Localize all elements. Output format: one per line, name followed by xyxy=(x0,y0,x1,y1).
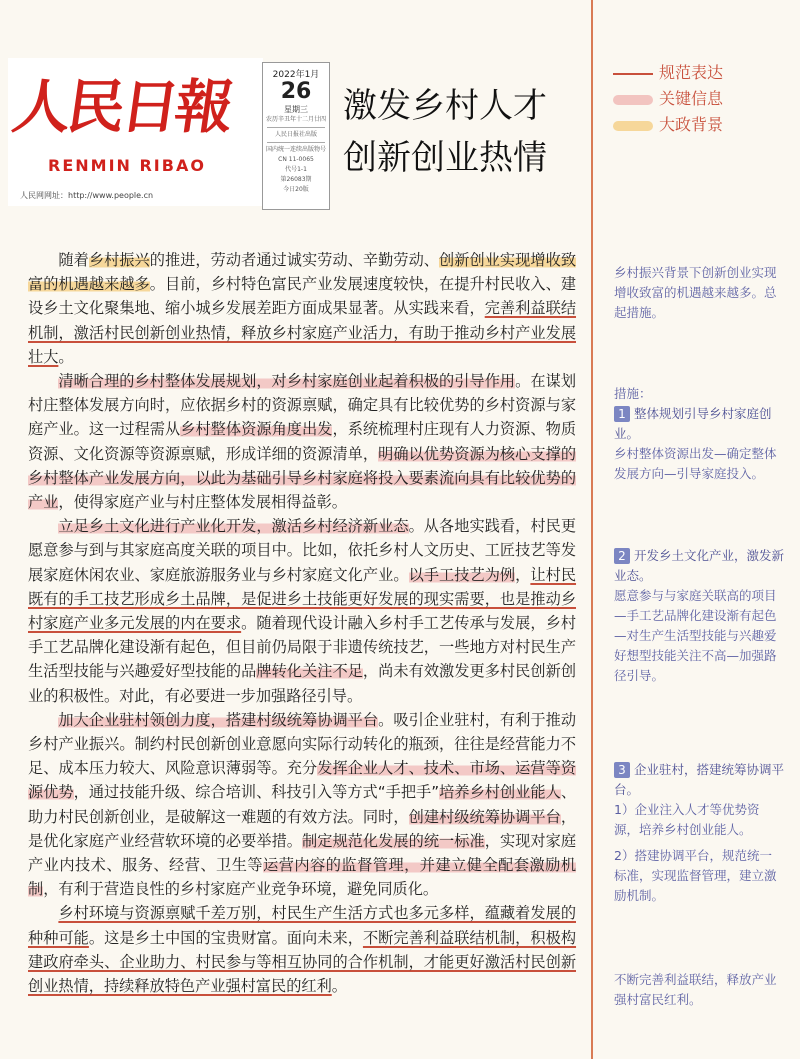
date-lunar: 农历辛丑年十二月廿四 xyxy=(265,116,326,123)
paragraph-4: 加大企业驻村领创力度，搭建村级统筹协调平台。吸引企业驻村，有利于推动乡村产业振兴。制约村民创新创业意愿向实际行动转化的瓶颈，往往是经营能力不足、成本压力较大、风险意识薄弱等。充分发挥企业人才、技术、市场、运营等资源优势，通过技能升级、综合培训、科技引入等方式“手把手”培养乡村创业能人、助力村民创新创业，是破解这一难题的有效方法。同时，创建村级统筹协调平台，是优化家庭产业经营软环境的必要举措。制定规范化发展的统一标准，实现对家庭产业内技术、服务、经营、卫生等运营内容的监督管理，并建立健全配套激励机制，有利于营造良性的乡村家庭产业竞争环境，避免同质化。 xyxy=(28,710,577,899)
article-body xyxy=(28,248,576,998)
masthead-logo xyxy=(8,58,263,206)
legend-yellow: 大政背景 xyxy=(613,112,793,138)
date-box xyxy=(262,62,330,210)
paragraph-1: 随着乡村振兴的推进，劳动者通过诚实劳动、辛勤劳动、创新创业实现增收致富的机遇越来越多。目前，乡村特色富民产业发展速度较快，在提升村民收入、建设乡土文化聚集地、缩小城乡发展差距方面成果显著。从实践来看，完善利益联结机制，激活村民创新创业热情，释放乡村家庭产业活力，有助于推动乡村产业发展壮大。 xyxy=(28,251,577,366)
newspaper-header xyxy=(0,0,590,215)
number-1-badge: 1 xyxy=(614,406,630,422)
article-headline xyxy=(343,80,547,184)
masthead-name-cn: 人民日報 xyxy=(8,73,235,141)
measure-3-head: 3 企业驻村，搭建统筹协调平台。 xyxy=(614,762,785,797)
yellow-swatch xyxy=(613,121,653,131)
date-weekday: 星期三 xyxy=(284,105,308,114)
cn-code: CN 11-0065 xyxy=(278,156,314,163)
measure-2-head: 2 开发乡土文化产业，激发新业态。 xyxy=(614,548,785,583)
paragraph-3: 立足乡土文化进行产业化开发，激活乡村经济新业态。从各地实践看，村民更愿意参与到与其家庭高度关联的项目中。比如，依托乡村人文历史、工匠技艺等发展家庭休闲农业、家庭旅游服务业与乡村家庭文化产业。以手工技艺为例，让村民既有的手工技艺形成乡土品牌，是促进乡土技能更好发展的现实需要，也是推动乡村家庭产业多元发展的内在要求。随着现代设计融入乡村手工艺传承与发展，乡村手工艺品牌化建设渐有起色，但目前仍局限于非遗传统技艺，一些地方对村民生产生活型技能与兴趣爱好型技能的品牌转化关注不足，尚未有效激发更多村民创新创业的积极性。对此，有必要进一步加强路径引导。 xyxy=(28,517,577,705)
number-3-badge: 3 xyxy=(614,762,630,778)
measure-1-head: 1 整体规划引导乡村家庭创业。 xyxy=(614,406,772,441)
number-2-badge: 2 xyxy=(614,548,630,564)
masthead-url: 人民网网址：http://www.people.cn xyxy=(20,191,154,200)
page-count: 今日20版 xyxy=(283,186,309,193)
date-month: 2022年1月 xyxy=(272,70,320,80)
note-measure-3 xyxy=(614,760,784,906)
measure-2-body: 愿意参与与家庭关联高的项目—手工艺品牌化建设渐有起色—对生产生活型技能与兴趣爱好想型技能关注不高—加强路径引导。 xyxy=(614,588,777,683)
date-day: 26 xyxy=(280,79,312,104)
measure-3-body-2: 2）搭建协调平台，规范统一标准，实现监督管理，建立激励机制。 xyxy=(614,848,777,903)
legend-underline: 规范表达 xyxy=(613,60,793,86)
note-conclusion: 不断完善利益联结，释放产业强村富民红利。 xyxy=(614,972,777,1007)
paragraph-5: 乡村环境与资源禀赋千差万别，村民生产生活方式也多元多样，蕴藏着发展的种种可能。这是乡土中国的宝贵财富。面向未来，不断完善利益联结机制，积极构建政府牵头、企业助力、村民参与等相互协同的合作机制，才能更好激活村民创新创业热情，持续释放特色产业强村富民的红利。 xyxy=(28,904,577,996)
margin-divider xyxy=(591,0,593,1059)
note-measure-2 xyxy=(614,546,784,686)
paragraph-2: 清晰合理的乡村整体发展规划，对乡村家庭创业起着积极的引导作用。在谋划村庄整体发展方向时，应依据乡村的资源禀赋，确定具有比较优势的乡村资源与家庭产业。这一过程需从乡村整体资源角度出发，系统梳理村庄现有人力资源、物质资源、文化资源等资源禀赋，形成详细的资源清单，明确以优势资源为核心支撑的乡村整体产业发展方向，以此为基础引导乡村家庭将投入要素流向具有比较优势的产业，使得家庭产业与村庄整体发展相得益彰。 xyxy=(28,372,577,512)
publisher: 人民日报社出版 xyxy=(274,131,317,138)
pink-swatch xyxy=(613,95,653,105)
note-summary: 乡村振兴背景下创新创业实现增收致富的机遇越来越多。总起措施。 xyxy=(614,265,777,320)
cn-number-label: 国内统一连续出版物号 xyxy=(265,146,326,153)
note-measures xyxy=(614,384,784,484)
issue-number: 第26083期 xyxy=(280,176,312,183)
measure-1-body: 乡村整体资源出发—确定整体发展方向—引导家庭投入。 xyxy=(614,446,777,481)
legend-pink: 关键信息 xyxy=(613,86,793,112)
headline-line-2: 创新创业热情 xyxy=(343,138,547,178)
underline-swatch xyxy=(613,73,653,75)
masthead-name-en: RENMIN RIBAO xyxy=(48,156,206,175)
headline-line-1: 激发乡村人才 xyxy=(343,86,547,126)
measure-3-body-1: 1）企业注入人才等优势资源，培养乡村创业能人。 xyxy=(614,802,760,837)
annotation-legend xyxy=(613,60,793,138)
measures-label: 措施： xyxy=(614,386,652,401)
code-label: 代号1-1 xyxy=(285,166,307,173)
